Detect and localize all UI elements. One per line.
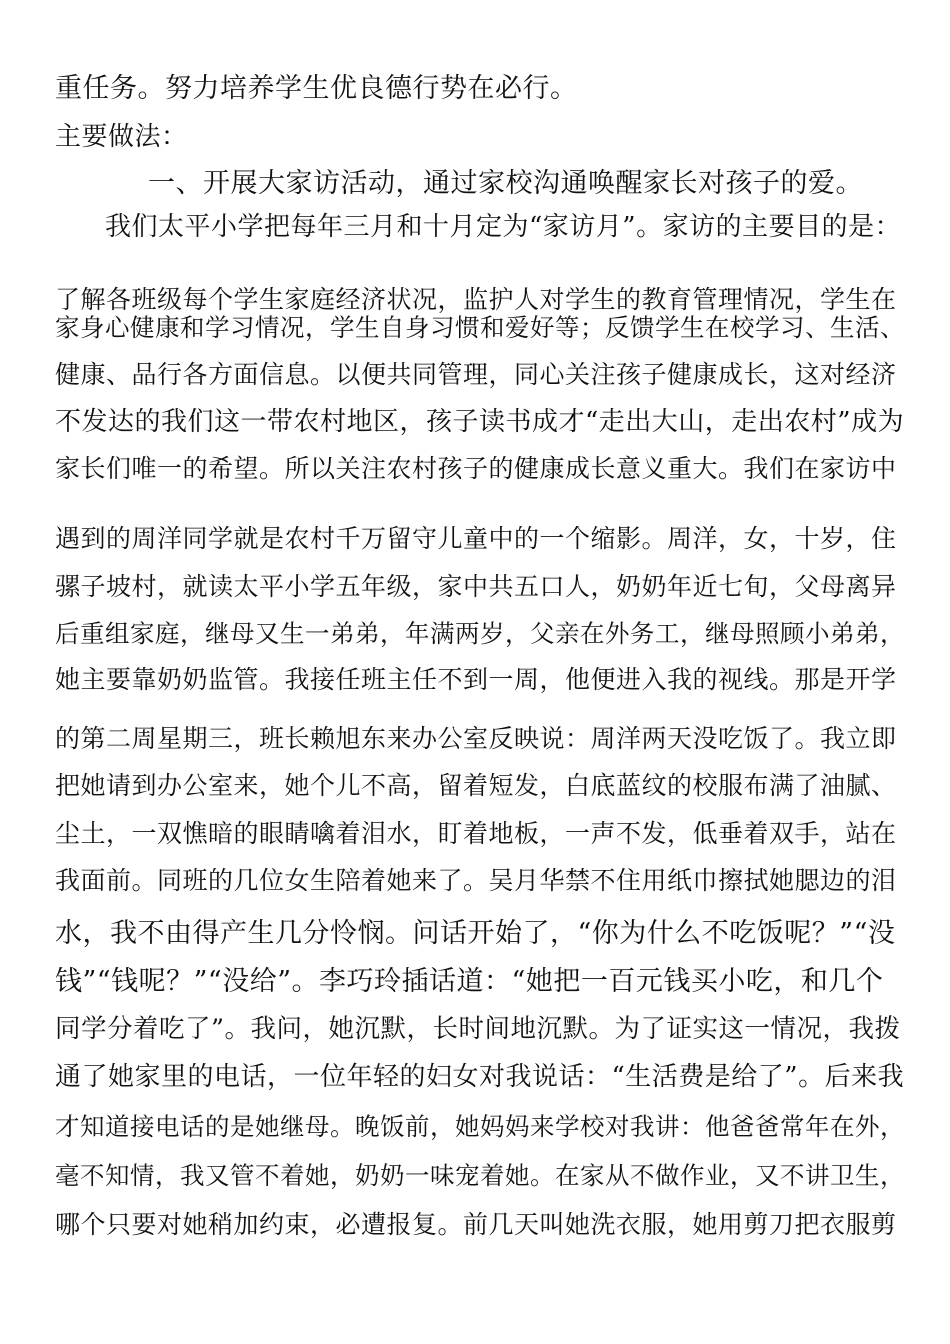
text-line: 的第二周星期三，班长赖旭东来办公室反映说：周洋两天没吃饭了。我立即 xyxy=(55,724,897,753)
section-heading: 主要做法： xyxy=(55,122,188,152)
text-line: 才知道接电话的是她继母。晚饭前，她妈妈来学校对我讲：他爸爸常年在外， xyxy=(55,1112,905,1141)
text-line: 把她请到办公室来，她个儿不高，留着短发，白底蓝纹的校服布满了油腻、 xyxy=(55,771,897,800)
text-line: 通了她家里的电话，一位年轻的妇女对我说话：“生活费是给了”。后来我 xyxy=(55,1062,905,1092)
text-line: 同学分着吃了”。我问，她沉默，长时间地沉默。为了证实这一情况，我拨 xyxy=(55,1014,901,1044)
text-line: 钱”“钱呢？”“没给”。李巧玲插话道：“她把一百元钱买小吃，和几个 xyxy=(55,966,884,997)
paragraph-first-line: 我们太平小学把每年三月和十月定为“家访月”。家访的主要目的是： xyxy=(105,212,902,242)
text-line: 遇到的周洋同学就是农村千万留守儿童中的一个缩影。周洋，女，十岁，住 xyxy=(55,524,897,553)
text-line: 哪个只要对她稍加约束，必遭报复。前几天叫她洗衣服，她用剪刀把衣服剪 xyxy=(55,1210,897,1239)
text-line: 后重组家庭，继母又生一弟弟，年满两岁，父亲在外务工，继母照顾小弟弟， xyxy=(55,619,905,648)
text-line: 家身心健康和学习情况，学生自身习惯和爱好等；反馈学生在校学习、生活、 xyxy=(55,313,905,342)
text-line: 水，我不由得产生几分怜悯。问话开始了，“你为什么不吃饭呢？”“没 xyxy=(55,918,896,949)
text-line: 我面前。同班的几位女生陪着她来了。吴月华禁不住用纸巾擦拭她腮边的泪 xyxy=(55,866,897,895)
subsection-heading: 一、开展大家访活动，通过家校沟通唤醒家长对孩子的爱。 xyxy=(148,168,863,199)
text-line: 了解各班级每个学生家庭经济状况，监护人对学生的教育管理情况，学生在 xyxy=(55,285,897,314)
text-line: 毫不知情，我又管不着她，奶奶一味宠着她。在家从不做作业，又不讲卫生， xyxy=(55,1161,905,1190)
text-line: 重任务。努力培养学生优良德行势在必行。 xyxy=(55,73,578,104)
text-line: 尘土，一双憔暗的眼睛噙着泪水，盯着地板，一声不发，低垂着双手，站在 xyxy=(55,819,897,848)
text-line: 健康、品行各方面信息。以便共同管理，同心关注孩子健康成长，这对经济 xyxy=(55,360,897,389)
text-line: 不发达的我们这一带农村地区，孩子读书成才“走出大山，走出农村”成为 xyxy=(55,407,905,437)
text-line: 家长们唯一的希望。所以关注农村孩子的健康成长意义重大。我们在家访中 xyxy=(55,454,897,483)
text-line: 骡子坡村，就读太平小学五年级，家中共五口人，奶奶年近七旬，父母离异 xyxy=(55,572,897,601)
text-line: 她主要靠奶奶监管。我接任班主任不到一周，他便进入我的视线。那是开学 xyxy=(55,665,897,694)
